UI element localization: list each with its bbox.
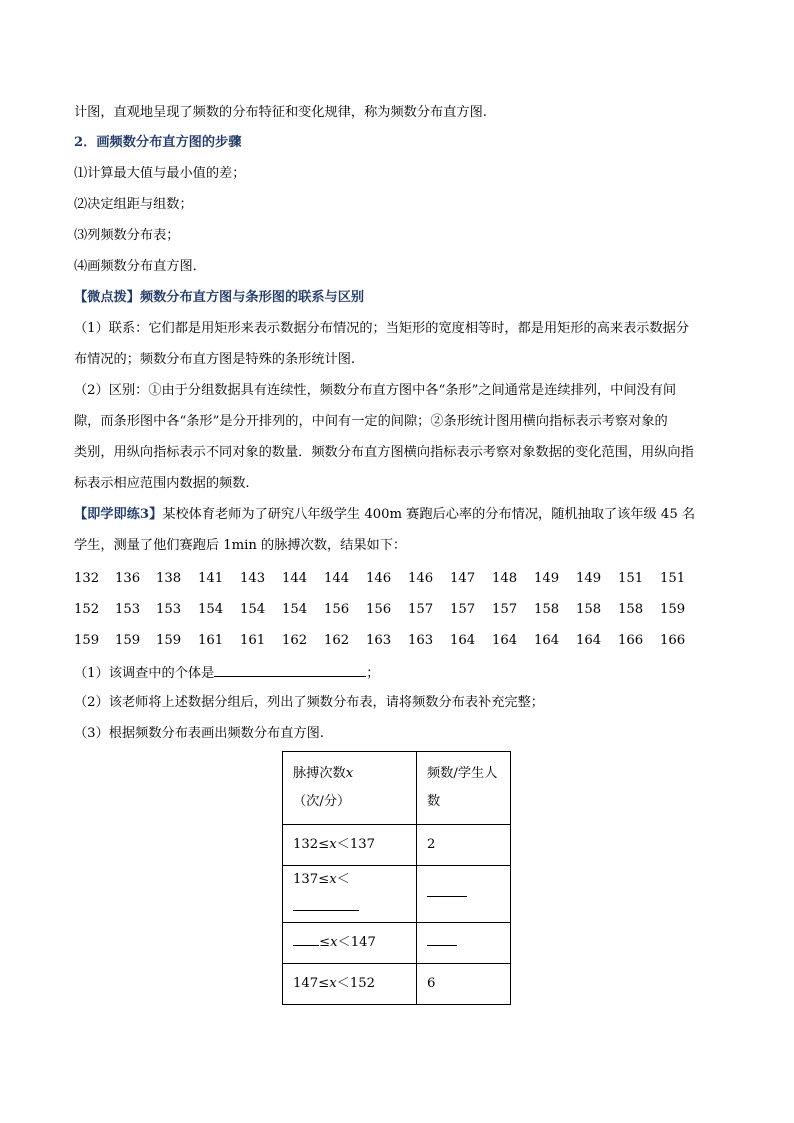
blank-count[interactable] [427, 881, 467, 897]
question-3: （3）根据频数分布表画出频数分布直方图. [74, 726, 324, 741]
exercise-text-1: 某校体育老师为了研究八年级学生 400m 赛跑后心率的分布情况，随机抽取了该年级 45 名 [162, 507, 696, 522]
data-value: 166 [618, 633, 644, 648]
table-row [283, 825, 511, 866]
step-item-2: ⑵决定组距与组数； [74, 197, 193, 212]
interval-cell [283, 866, 417, 923]
le-sign: ≤ [318, 837, 330, 852]
table-header-row [283, 752, 511, 825]
data-value: 163 [408, 633, 434, 648]
interval-var: x [329, 872, 337, 887]
data-value: 164 [534, 633, 560, 648]
data-value: 156 [366, 602, 392, 617]
data-value: 146 [408, 571, 434, 586]
intro-text: 计图，直观地呈现了频数的分布特征和变化规律，称为频数分布直方图. [74, 105, 488, 120]
data-value: 163 [366, 633, 392, 648]
table-row [283, 964, 511, 1005]
step-item-1: ⑴计算最大值与最小值的差； [74, 166, 246, 181]
data-value: 154 [282, 602, 308, 617]
data-value: 161 [240, 633, 266, 648]
interval-var: x [330, 935, 338, 950]
data-value: 153 [156, 602, 182, 617]
data-value: 158 [618, 602, 644, 617]
count-cell: 2 [417, 825, 511, 866]
data-value: 157 [492, 602, 518, 617]
data-value: 151 [660, 571, 686, 586]
data-value: 143 [240, 571, 266, 586]
interval-right: 147 [350, 935, 376, 950]
data-value: 153 [115, 602, 141, 617]
interval-right: 137 [349, 837, 376, 852]
data-value: 162 [282, 633, 308, 648]
count-cell [417, 866, 511, 923]
data-value: 138 [156, 571, 182, 586]
data-value: 162 [324, 633, 350, 648]
interval-var: x [329, 837, 337, 852]
exercise-line2: 学生，测量了他们赛跑后 1min 的脉搏次数，结果如下： [74, 538, 407, 553]
data-value: 157 [408, 602, 434, 617]
data-value: 158 [576, 602, 602, 617]
tip-tag: 【微点拨】 [74, 290, 140, 305]
data-value: 148 [492, 571, 518, 586]
lt-sign: ＜ [336, 837, 350, 852]
answer-blank-individual[interactable] [214, 662, 366, 677]
data-value: 166 [660, 633, 686, 648]
data-value: 159 [115, 633, 141, 648]
header-pulse-unit: （次/分） [293, 794, 351, 809]
blank-upper-bound[interactable] [293, 895, 359, 911]
interval-cell [283, 825, 417, 866]
tip-p2-line1: （2）区别：①由于分组数据具有连续性，频数分布直方图中各“条形”之间通常是连续排列，中间没有间 [74, 383, 677, 398]
blank-count[interactable] [427, 930, 457, 946]
count-cell [417, 923, 511, 964]
question-2: （2）该老师将上述数据分组后，列出了频数分布表，请将频数分布表补充完整； [74, 695, 544, 710]
data-value: 159 [74, 633, 100, 648]
step-item-3: ⑶列频数分布表； [74, 228, 180, 243]
data-value: 161 [198, 633, 224, 648]
blank-lower-bound[interactable] [293, 930, 319, 946]
data-value: 152 [74, 602, 100, 617]
header-pulse-var: x [345, 766, 354, 781]
data-value: 154 [240, 602, 266, 617]
table-row [283, 923, 511, 964]
data-value: 144 [282, 571, 308, 586]
data-value: 164 [450, 633, 476, 648]
le-sign: ≤ [319, 935, 331, 950]
interval-left: 137 [293, 872, 319, 887]
le-sign: ≤ [318, 872, 330, 887]
data-value: 158 [534, 602, 560, 617]
exercise-tag: 【即学即练3】 [74, 507, 163, 522]
le-sign: ≤ [318, 976, 330, 991]
interval-cell [283, 964, 417, 1005]
table-row [283, 866, 511, 923]
data-value: 149 [534, 571, 560, 586]
interval-cell [283, 923, 417, 964]
data-value: 136 [115, 571, 141, 586]
data-value: 132 [74, 571, 100, 586]
interval-var: x [329, 976, 337, 991]
tip-heading [74, 288, 364, 308]
question-1-suffix: ； [366, 666, 380, 681]
tip-p2-line3: 类别，用纵向指标表示不同对象的数量．频数分布直方图横向指标表示考察对象数据的变化范围，用纵向指 [74, 445, 694, 460]
data-value: 159 [156, 633, 182, 648]
question-1-prefix: （1）该调查中的个体是 [74, 666, 215, 681]
tip-p1-line1: （1）联系：它们都是用矩形来表示数据分布情况的；当矩形的宽度相等时，都是用矩形的高来表示数据分 [74, 321, 690, 336]
data-value: 141 [198, 571, 224, 586]
table-header-frequency: 频数/学生人数 [417, 752, 511, 825]
data-value: 147 [450, 571, 476, 586]
data-value: 144 [324, 571, 350, 586]
interval-left: 147 [293, 976, 319, 991]
data-value: 156 [324, 602, 350, 617]
interval-left: 132 [293, 837, 319, 852]
data-value: 159 [660, 602, 686, 617]
frequency-table [282, 751, 511, 1005]
lt-sign: ＜ [337, 935, 351, 950]
data-value: 164 [576, 633, 602, 648]
count-cell: 6 [417, 964, 511, 1005]
data-value: 149 [576, 571, 602, 586]
header-pulse-label: 脉搏次数 [293, 766, 346, 781]
tip-p2-line4: 标表示相应范围内数据的频数. [74, 476, 250, 491]
data-value: 157 [450, 602, 476, 617]
tip-title: 频数分布直方图与条形图的联系与区别 [139, 290, 365, 305]
lt-sign: ＜ [336, 976, 350, 991]
tip-p1-line2: 布情况的；频数分布直方图是特殊的条形统计图. [74, 352, 356, 367]
exercise-line1 [74, 505, 695, 525]
tip-p2-line2: 隙，而条形图中各“条形”是分开排列的，中间有一定的间隙；②条形统计图用横向指标表示考察对象的 [74, 414, 668, 429]
table-header-pulse [283, 752, 417, 825]
data-value: 146 [366, 571, 392, 586]
data-value: 154 [198, 602, 224, 617]
step-item-4: ⑷画频数分布直方图． [74, 259, 206, 274]
steps-heading: 2．画频数分布直方图的步骤 [74, 135, 242, 150]
data-value: 164 [492, 633, 518, 648]
question-1 [74, 662, 379, 684]
lt-sign: ＜ [336, 872, 350, 887]
data-value: 151 [618, 571, 644, 586]
interval-right: 152 [349, 976, 376, 991]
